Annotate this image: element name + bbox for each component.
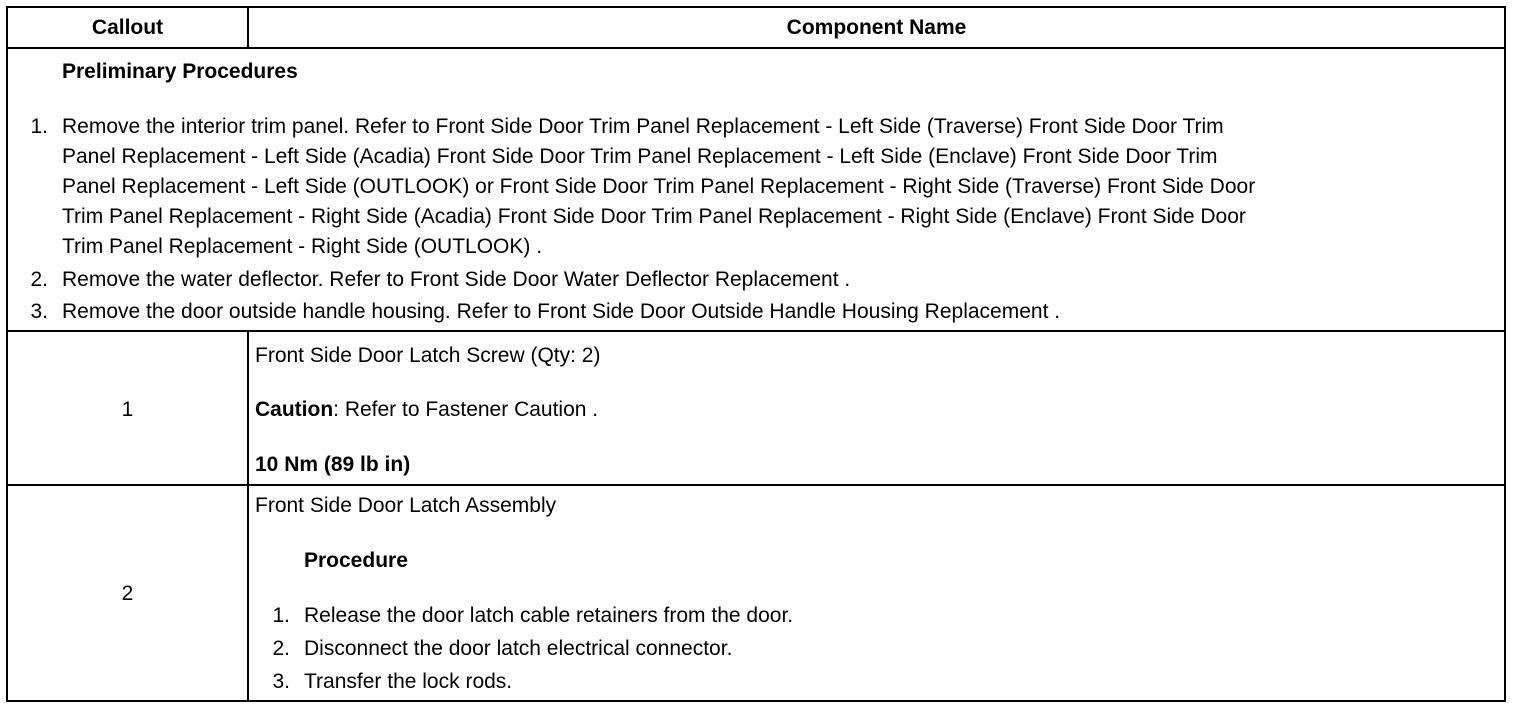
body-column-divider — [247, 330, 249, 702]
procedure-step-text: Transfer the lock rods. — [304, 670, 513, 693]
preliminary-heading: Preliminary Procedures — [62, 60, 298, 83]
prelim-step-line: Panel Replacement - Left Side (OUTLOOK) or Front Side Door Trim Panel Replacement - Right Side (Traverse) Front Side Door — [62, 175, 1256, 198]
caution-label: Caution — [255, 398, 334, 421]
preliminary-divider — [8, 330, 1504, 332]
procedure-step-text: Disconnect the door latch electrical connector. — [304, 637, 733, 660]
prelim-step-line: Trim Panel Replacement - Right Side (OUTLOOK) . — [62, 235, 543, 258]
procedure-step-text: Release the door latch cable retainers from the door. — [304, 604, 794, 627]
header-callout: Callout — [91, 16, 164, 39]
caution-text: : Refer to Fastener Caution . — [333, 398, 599, 421]
row-callout: 2 — [121, 582, 134, 605]
prelim-step-line: Remove the water deflector. Refer to Front Side Door Water Deflector Replacement . — [62, 268, 851, 291]
procedure-step-number: 1. — [272, 604, 290, 627]
row-component-name: Front Side Door Latch Screw (Qty: 2) — [255, 344, 601, 367]
header-component-name: Component Name — [786, 16, 967, 39]
procedure-heading: Procedure — [304, 549, 408, 572]
caution-note — [255, 395, 598, 425]
prelim-step-number: 1. — [30, 115, 48, 138]
prelim-step-line: Trim Panel Replacement - Right Side (Acadia) Front Side Door Trim Panel Replacement - Right Side (Enclave) Front Side Door — [62, 205, 1246, 228]
header-divider — [8, 47, 1504, 49]
procedure-table — [6, 6, 1506, 702]
row-divider — [8, 484, 1504, 486]
procedure-step-number: 2. — [272, 637, 290, 660]
prelim-step-line: Remove the door outside handle housing. Refer to Front Side Door Outside Handle Housing Replacement . — [62, 300, 1061, 323]
prelim-step-line: Remove the interior trim panel. Refer to Front Side Door Trim Panel Replacement - Left Side (Traverse) Front Side Door Trim — [62, 115, 1224, 138]
prelim-step-number: 2. — [30, 268, 48, 291]
row-callout: 1 — [121, 398, 134, 421]
procedure-step-number: 3. — [272, 670, 290, 693]
prelim-step-number: 3. — [30, 300, 48, 323]
row-component-name: Front Side Door Latch Assembly — [255, 494, 557, 517]
prelim-step-line: Panel Replacement - Left Side (Acadia) Front Side Door Trim Panel Replacement - Left Side (Enclave) Front Side Door Trim — [62, 145, 1218, 168]
torque-spec: 10 Nm (89 lb in) — [255, 453, 411, 476]
